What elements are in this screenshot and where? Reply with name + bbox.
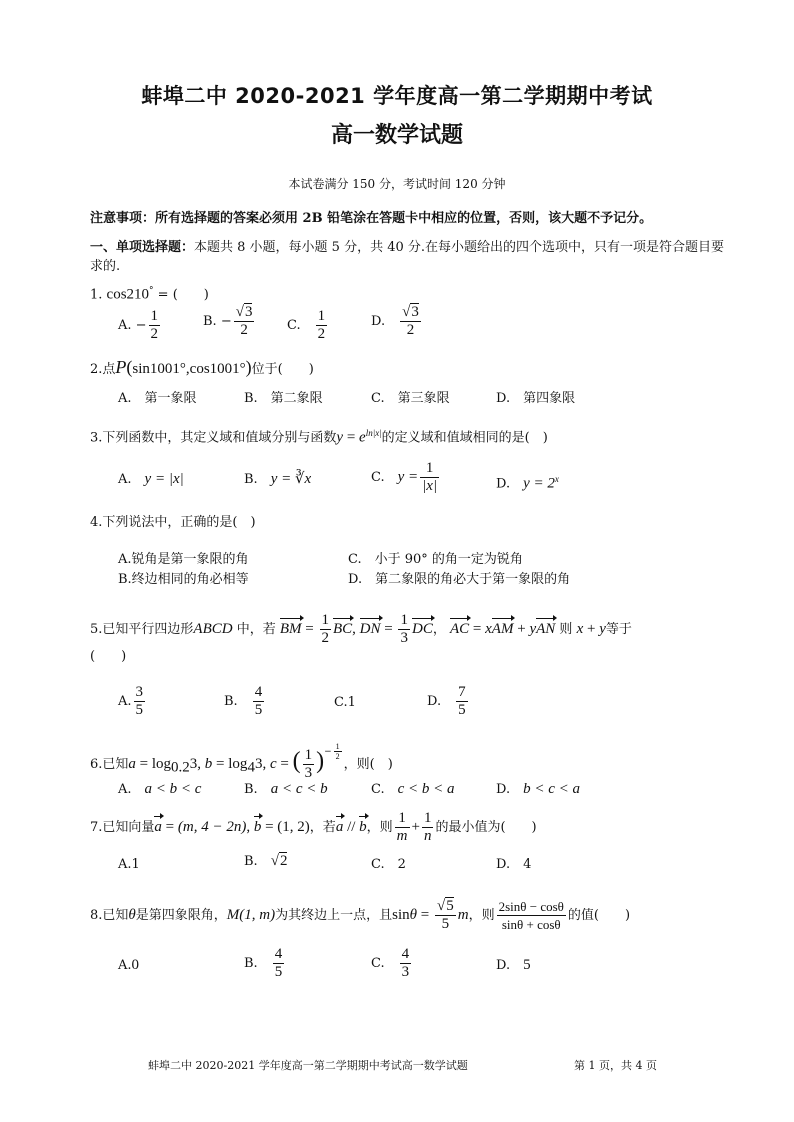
q6-option-b[interactable]: B. a < c < b bbox=[244, 781, 328, 797]
q8-option-a[interactable]: A.0 bbox=[118, 957, 140, 973]
q2-option-b[interactable]: B. 第二象限 bbox=[244, 391, 323, 406]
question-8: 8.已知θ是第四象限角，M(1, m)为其终边上一点，且sinθ = $\frac{√5}{5}$ m，则 $\frac{2\sin\theta - \cos\theta}{\sin\theta + \cos\theta}$ 的值( ) bbox=[90, 898, 631, 932]
exam-title: 蚌埠二中 2020-2021 学年度高一第二学期期中考试 bbox=[141, 84, 653, 108]
q4-option-a[interactable]: A.锐角是第一象限的角 bbox=[118, 552, 249, 567]
q2-option-a[interactable]: A. 第一象限 bbox=[118, 391, 197, 406]
q7-option-b[interactable]: B. √2 bbox=[244, 853, 288, 869]
q3-option-a[interactable]: A. y = |x| bbox=[118, 471, 184, 487]
notice-text: 所有选择题的答案必须用 2B 铅笔涂在答题卡中相应的位置，否则，该大题不予记分。 bbox=[155, 211, 653, 226]
q2-option-d[interactable]: D. 第四象限 bbox=[496, 391, 576, 406]
q5-option-c[interactable]: C.1 bbox=[334, 695, 356, 710]
exam-subtitle: 高一数学试题 bbox=[330, 123, 463, 148]
q7-option-a[interactable]: A.1 bbox=[118, 857, 140, 872]
question-3: 3.下列函数中，其定义域和值域分别与函数$y = e^{ln|x|}$的定义域和值域相同的是( ) bbox=[90, 428, 548, 446]
q7-option-d[interactable]: D. 4 bbox=[496, 857, 532, 872]
q6-option-a[interactable]: A. a < b < c bbox=[118, 781, 202, 797]
q1-option-b[interactable]: B. − $\frac{√3}{2}$ bbox=[203, 304, 253, 338]
q2-option-c[interactable]: C. 第三象限 bbox=[371, 391, 450, 406]
question-4: 4.下列说法中，正确的是( ) bbox=[90, 515, 256, 530]
notice bbox=[90, 207, 730, 226]
q4-option-c[interactable]: C. 小于 90° 的角一定为锐角 bbox=[348, 552, 523, 567]
question-2: 2.点P(sin1001°,cos1001°)位于( ) bbox=[90, 357, 314, 377]
notice-label: 注意事项： bbox=[90, 211, 156, 226]
q5-option-a[interactable]: A. $\frac{3}{5}$ bbox=[118, 684, 144, 718]
q8-option-d[interactable]: D. 5 bbox=[496, 957, 531, 973]
q3-option-d[interactable]: D. $y = 2^x$ bbox=[496, 474, 559, 492]
q8-option-c[interactable]: C. $\frac{4}{3}$ bbox=[371, 946, 410, 980]
question-7: 7.已知向量a = (m, 4 − 2n), b = (1, 2)，若a // b，则 $\frac{1}{m}$ + $\frac{1}{n}$ 的最小值为( ) bbox=[90, 810, 537, 844]
question-1: 1. cos210° = ( ) bbox=[90, 286, 209, 303]
q6-option-d[interactable]: D. b < c < a bbox=[496, 781, 581, 797]
q1-option-d[interactable]: D. $\frac{√3}{2}$ bbox=[371, 304, 419, 338]
q5-option-b[interactable]: B. $\frac{4}{5}$ bbox=[224, 684, 263, 718]
section-text: 本题共 8 小题，每小题 5 分，共 40 分.在每小题给出的四个选项中，只有一项是符合题目要求的. bbox=[90, 240, 725, 274]
footer-page-number: 第 1 页，共 4 页 bbox=[574, 1059, 657, 1072]
q5-option-d[interactable]: D. $\frac{7}{5}$ bbox=[427, 684, 466, 718]
exam-info: 本试卷满分 150 分，考试时间 120 分钟 bbox=[288, 177, 506, 191]
q1-option-a[interactable]: A. − $\frac{1}{2}$ bbox=[118, 308, 159, 342]
q8-option-b[interactable]: B. $\frac{4}{5}$ bbox=[244, 946, 283, 980]
q3-option-c[interactable]: C. y = $\frac{1}{|x|}$ bbox=[371, 460, 438, 494]
q7-option-c[interactable]: C. 2 bbox=[371, 857, 406, 872]
q6-option-c[interactable]: C. c < b < a bbox=[371, 781, 455, 797]
q3-option-b[interactable]: B. y = ∛x bbox=[244, 471, 312, 487]
section-heading bbox=[90, 238, 730, 276]
q4-option-d[interactable]: D. 第二象限的角必大于第一象限的角 bbox=[348, 572, 571, 587]
q4-option-b[interactable]: B.终边相同的角必相等 bbox=[118, 572, 249, 587]
question-5-paren: ( ) bbox=[90, 649, 127, 664]
footer-title: 蚌埠二中 2020-2021 学年度高一第二学期期中考试高一数学试题 bbox=[148, 1059, 468, 1072]
q1-option-c[interactable]: C. $\frac{1}{2}$ bbox=[287, 308, 326, 342]
question-5: 5.已知平行四边形ABCD 中，若 BM = $\frac{1}{2}$ BC, DN = $\frac{1}{3}$ DC， AC = xAM + yAN 则 x + y等于 bbox=[90, 612, 632, 646]
question-6: 6.已知$a = \log_{0.2}3$, $b = \log_43$, c = ( $\frac{1}{3}$ )$^{- \frac{1}{2}}$ ，则( ) bbox=[90, 742, 393, 781]
section-title: 一、单项选择题： bbox=[90, 240, 195, 255]
